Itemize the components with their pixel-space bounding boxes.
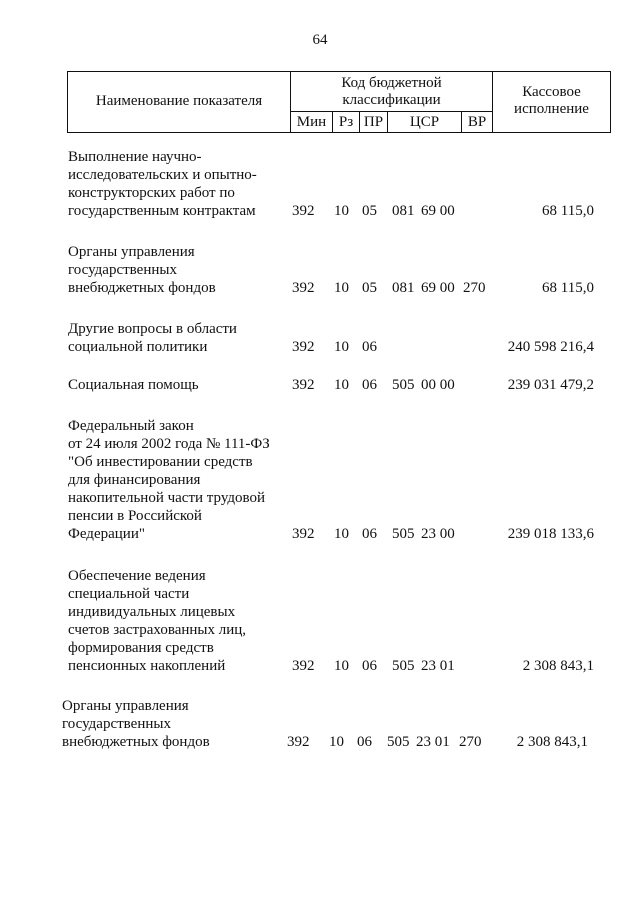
table-row bbox=[0, 697, 640, 751]
cell-amount: 239 018 133,6 bbox=[507, 526, 594, 542]
header-name-label: Наименование показателя bbox=[95, 93, 263, 109]
row-name-line: государственных bbox=[68, 262, 177, 278]
header-rz-label: Рз bbox=[338, 114, 354, 130]
cell-amount: 68 115,0 bbox=[542, 203, 594, 219]
cell-rz: 10 bbox=[329, 734, 344, 750]
row-name-line: пенсионных накоплений bbox=[68, 658, 226, 674]
row-name-line: социальной политики bbox=[68, 339, 208, 355]
row-name bbox=[68, 376, 298, 394]
header-vr-label: ВР bbox=[467, 114, 487, 130]
cell-csr-main: 081 bbox=[392, 280, 415, 296]
cell-vr: 270 bbox=[463, 280, 486, 296]
row-name-line: внебюджетных фондов bbox=[62, 734, 210, 750]
cell-pr: 05 bbox=[362, 280, 377, 296]
row-name-line: Обеспечение ведения bbox=[68, 568, 206, 584]
cell-csr-main: 505 bbox=[392, 526, 415, 542]
row-name-line: внебюджетных фондов bbox=[68, 280, 216, 296]
cell-csr-main: 505 bbox=[387, 734, 410, 750]
row-name-line: исследовательских и опытно- bbox=[68, 167, 257, 183]
row-name-line: пенсии в Российской bbox=[68, 508, 202, 524]
cell-csr-sub: 00 00 bbox=[421, 377, 455, 393]
header-pr-label: ПР bbox=[363, 114, 384, 130]
cell-min: 392 bbox=[292, 526, 315, 542]
row-name-line: конструкторских работ по bbox=[68, 185, 235, 201]
cell-rz: 10 bbox=[334, 203, 349, 219]
cell-vr: 270 bbox=[459, 734, 482, 750]
cell-rz: 10 bbox=[334, 526, 349, 542]
header-csr-label: ЦСР bbox=[409, 114, 440, 130]
row-name-line: индивидуальных лицевых bbox=[68, 604, 236, 620]
row-name-line: Другие вопросы в области bbox=[68, 321, 237, 337]
cell-rz: 10 bbox=[334, 658, 349, 674]
row-name-line: Федерации" bbox=[68, 526, 145, 542]
cell-rz: 10 bbox=[334, 377, 349, 393]
cell-csr-sub: 23 00 bbox=[421, 526, 455, 542]
row-name-line: специальной части bbox=[68, 586, 190, 602]
cell-amount: 240 598 216,4 bbox=[507, 339, 594, 355]
cell-min: 392 bbox=[292, 280, 315, 296]
row-name-line: Социальная помощь bbox=[68, 377, 199, 393]
row-name-line: от 24 июля 2002 года № 111-ФЗ bbox=[68, 436, 270, 452]
cell-amount: 2 308 843,1 bbox=[522, 658, 594, 674]
cell-csr-main: 505 bbox=[392, 377, 415, 393]
table-row bbox=[0, 243, 640, 297]
table-header bbox=[67, 71, 611, 133]
row-name bbox=[68, 417, 308, 543]
cell-csr-main: 505 bbox=[392, 658, 415, 674]
cell-min: 392 bbox=[287, 734, 310, 750]
header-code-line2: классификации bbox=[342, 92, 441, 108]
cell-csr-main: 081 bbox=[392, 203, 415, 219]
cell-min: 392 bbox=[292, 203, 315, 219]
table-row bbox=[0, 376, 640, 394]
cell-csr-sub: 69 00 bbox=[421, 203, 455, 219]
cell-amount: 239 031 479,2 bbox=[507, 377, 594, 393]
cell-pr: 06 bbox=[362, 377, 377, 393]
table-row bbox=[0, 417, 640, 543]
row-name-line: государственных bbox=[62, 716, 171, 732]
row-name bbox=[68, 320, 298, 356]
row-name-line: Органы управления bbox=[62, 698, 189, 714]
table-row bbox=[0, 148, 640, 220]
row-name bbox=[68, 243, 298, 297]
row-name-line: Выполнение научно- bbox=[68, 149, 202, 165]
cell-pr: 06 bbox=[362, 339, 377, 355]
cell-min: 392 bbox=[292, 339, 315, 355]
cell-min: 392 bbox=[292, 658, 315, 674]
row-name-line: Органы управления bbox=[68, 244, 195, 260]
cell-min: 392 bbox=[292, 377, 315, 393]
row-name-line: "Об инвестировании средств bbox=[68, 454, 253, 470]
cell-pr: 05 bbox=[362, 203, 377, 219]
cell-csr-sub: 23 01 bbox=[421, 658, 455, 674]
row-name-line: формирования средств bbox=[68, 640, 214, 656]
row-name bbox=[68, 567, 298, 675]
cell-csr-sub: 69 00 bbox=[421, 280, 455, 296]
row-name-line: накопительной части трудовой bbox=[68, 490, 266, 506]
cell-pr: 06 bbox=[357, 734, 372, 750]
row-name bbox=[62, 697, 292, 751]
table-row bbox=[0, 320, 640, 356]
row-name-line: для финансирования bbox=[68, 472, 201, 488]
row-name-line: Федеральный закон bbox=[68, 418, 194, 434]
table-row bbox=[0, 567, 640, 675]
row-name-line: государственным контрактам bbox=[68, 203, 256, 219]
cell-amount: 2 308 843,1 bbox=[516, 734, 588, 750]
header-amount-line2: исполнение bbox=[514, 101, 589, 117]
row-name-line: счетов застрахованных лиц, bbox=[68, 622, 247, 638]
cell-amount: 68 115,0 bbox=[542, 280, 594, 296]
cell-pr: 06 bbox=[362, 526, 377, 542]
header-min-label: Мин bbox=[296, 114, 327, 130]
page-number: 64 bbox=[312, 32, 328, 48]
row-name bbox=[68, 148, 298, 220]
cell-csr-sub: 23 01 bbox=[416, 734, 450, 750]
cell-pr: 06 bbox=[362, 658, 377, 674]
header-amount-line1: Кассовое bbox=[522, 84, 581, 100]
header-code-line1: Код бюджетной bbox=[341, 75, 442, 91]
cell-rz: 10 bbox=[334, 339, 349, 355]
cell-rz: 10 bbox=[334, 280, 349, 296]
